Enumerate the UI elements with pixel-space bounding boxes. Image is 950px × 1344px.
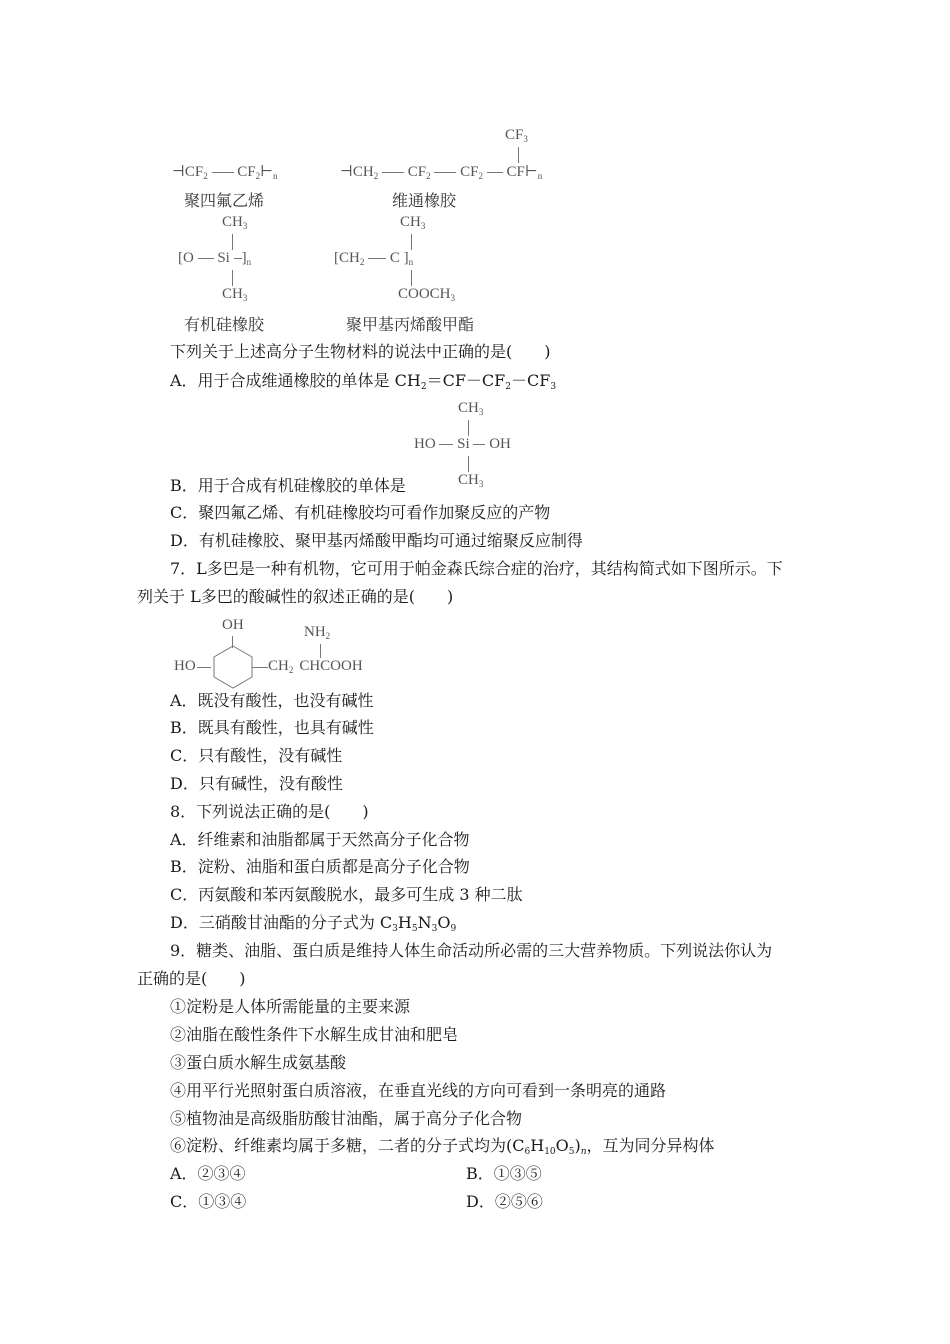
subscript-n: n: [580, 1147, 587, 1157]
q6-option-a: [170, 371, 556, 397]
subscript: 2: [420, 382, 427, 392]
atom-group: HO: [414, 436, 436, 452]
silicone-caption: 有机硅橡胶: [184, 315, 265, 334]
subscript: 3: [431, 924, 438, 934]
q7-option-a: A．既没有酸性，也没有碱性: [170, 691, 374, 710]
atom-group: [CH: [334, 250, 360, 266]
subscript: 3: [478, 479, 484, 489]
q9-option-d: D．②⑤⑥: [466, 1192, 543, 1211]
monomer-formula: [414, 436, 511, 453]
subscript: 5: [411, 924, 418, 934]
pmma-top: [400, 214, 425, 231]
q9-statement-5: ⑤植物油是高级脂肪酸甘油酯，属于高分子化合物: [170, 1109, 523, 1128]
q6-option-c: C．聚四氟乙烯、有机硅橡胶均可看作加聚反应的产物: [170, 503, 551, 522]
q8-stem: 8．下列说法正确的是( ): [170, 802, 369, 821]
subscript: 3: [242, 293, 248, 303]
subscript-n: n: [246, 257, 252, 267]
subscript: 3: [392, 924, 398, 934]
atom-group: CH: [268, 658, 289, 674]
bond-vertical: [411, 270, 412, 286]
bond-vertical: [232, 234, 233, 250]
subscript: 3: [523, 134, 528, 144]
subscript: 2: [255, 171, 261, 181]
atom-group: CH: [222, 214, 243, 230]
subscript: 2: [288, 665, 294, 675]
statement-text: H: [530, 1136, 545, 1155]
q9-stem-line2: 正确的是( ): [137, 969, 246, 988]
q8-option-b: B．淀粉、油脂和蛋白质都是高分子化合物: [170, 857, 470, 876]
q7-option-d: D．只有碱性，没有酸性: [170, 774, 343, 793]
atom-group: NH: [304, 624, 326, 640]
atom-si: Si: [457, 436, 470, 452]
atom-group: CF: [505, 127, 524, 143]
option-text: D．三硝酸甘油酯的分子式为 C: [170, 913, 393, 932]
q9-statement-1: ①淀粉是人体所需能量的主要来源: [170, 997, 411, 1016]
statement-text: ，互为同分异构体: [586, 1136, 715, 1155]
q9-statement-3: ③蛋白质水解生成氨基酸: [170, 1053, 347, 1072]
subscript: 10: [544, 1147, 556, 1157]
bracket-right: ]: [403, 250, 409, 266]
q9-statement-2: ②油脂在酸性条件下水解生成甘油和肥皂: [170, 1025, 459, 1044]
subscript: 3: [478, 407, 484, 417]
subscript: 2: [505, 382, 512, 392]
atom-group: CF: [506, 164, 525, 180]
option-text: N: [417, 913, 432, 932]
atom-group: CH: [458, 472, 479, 488]
subscript: 2: [359, 257, 365, 267]
atom-group: CH: [400, 214, 421, 230]
atom-group: CH: [458, 400, 479, 416]
silicone-top: [222, 214, 247, 231]
bracket-left: ⊣: [172, 164, 185, 180]
option-text: ＝CF－CF: [426, 371, 506, 390]
pmma-formula: [334, 250, 413, 267]
q6-option-d: D．有机硅橡胶、聚甲基丙烯酸甲酯均可通过缩聚反应制得: [170, 531, 583, 550]
atom-group: CF: [460, 164, 479, 180]
ldopa-nh2: [304, 624, 330, 641]
atom-group: CF: [184, 164, 204, 180]
ptfe-caption: 聚四氟乙烯: [184, 191, 265, 210]
viton-formula: [340, 162, 542, 181]
q7-option-c: C．只有酸性，没有碱性: [170, 746, 343, 765]
bond-vertical: [468, 420, 469, 436]
subscript: 3: [420, 221, 426, 231]
pmma-bottom: [398, 286, 455, 303]
ldopa-oh-top: OH: [222, 617, 244, 633]
silicone-formula: [178, 250, 251, 267]
ptfe-formula: [172, 162, 278, 181]
atom-c: C: [389, 250, 400, 266]
subscript-n: n: [273, 171, 278, 181]
monomer-top: [458, 400, 483, 417]
bond-horizontal: [197, 667, 211, 668]
benzene-ring-icon: [210, 644, 256, 690]
subscript: 5: [568, 1147, 575, 1157]
q9-option-b: B．①③⑤: [466, 1164, 542, 1183]
bond-vertical: [232, 270, 233, 286]
q6-option-b: B．用于合成有机硅橡胶的单体是: [170, 476, 406, 495]
bracket-right: ⊢: [524, 164, 538, 180]
q6-stem: 下列关于上述高分子生物材料的说法中正确的是( ): [170, 342, 551, 361]
atom-group: OH: [489, 436, 511, 452]
atom-group: CH: [222, 286, 243, 302]
bracket-left: ⊣: [340, 164, 353, 180]
atom-group: [O: [178, 250, 194, 266]
subscript: 3: [242, 221, 248, 231]
bond-vertical: [320, 644, 321, 658]
q9-option-a: A．②③④: [170, 1164, 246, 1183]
bond-horizontal: [252, 667, 268, 668]
q7-stem-line1: 7．L多巴是一种有机物，它可用于帕金森氏综合症的治疗，其结构简式如下图所示。下: [170, 559, 783, 578]
subscript: 2: [426, 171, 431, 181]
option-text: H: [397, 913, 412, 932]
bond-vertical: [411, 234, 412, 250]
bond-vertical: [468, 456, 469, 472]
subscript: 3: [450, 293, 456, 303]
subscript-n: n: [537, 171, 543, 181]
atom-group: CHCOOH: [299, 658, 363, 674]
bracket-right: ⊢: [260, 164, 274, 180]
subscript: 2: [478, 171, 483, 181]
option-text: －CF: [511, 371, 551, 390]
q7-option-b: B．既具有酸性，也具有碱性: [170, 718, 374, 737]
atom-si: Si: [217, 250, 230, 266]
ldopa-ho: HO: [174, 658, 196, 674]
monomer-bottom: [458, 472, 483, 489]
option-text: A．用于合成维通橡胶的单体是 CH: [170, 371, 421, 390]
subscript: 9: [450, 924, 457, 934]
subscript: 2: [203, 171, 208, 181]
subscript: 6: [524, 1147, 531, 1157]
q7-stem-line2: 列关于 L多巴的酸碱性的叙述正确的是( ): [137, 587, 454, 606]
q9-statement-4: ④用平行光照射蛋白质溶液，在垂直光线的方向可看到一条明亮的通路: [170, 1081, 667, 1100]
subscript: 2: [325, 631, 331, 641]
subscript: 3: [550, 382, 557, 392]
subscript: 2: [373, 171, 379, 181]
q8-option-d: [170, 913, 456, 939]
atom-group: CH: [352, 164, 374, 180]
q8-option-a: A．纤维素和油脂都属于天然高分子化合物: [170, 830, 470, 849]
option-text: O: [437, 913, 451, 932]
pmma-caption: 聚甲基丙烯酸甲酯: [346, 315, 475, 334]
viton-top: [505, 127, 528, 144]
statement-text: ⑥淀粉、纤维素均属于多糖，二者的分子式均为(C: [170, 1136, 525, 1155]
statement-text: ): [574, 1136, 581, 1155]
silicone-bottom: [222, 286, 247, 303]
viton-caption: 维通橡胶: [392, 191, 457, 210]
bracket-right: ]: [241, 250, 247, 266]
atom-group: CF: [407, 164, 427, 180]
subscript-n: n: [408, 257, 414, 267]
bond-vertical: [518, 147, 519, 163]
statement-text: O: [555, 1136, 569, 1155]
q9-stem-line1: 9．糖类、油脂、蛋白质是维持人体生命活动所必需的三大营养物质。下列说法你认为: [170, 941, 773, 960]
ldopa-chain: [268, 658, 363, 675]
atom-group: COOCH: [398, 286, 451, 302]
q9-option-c: C．①③④: [170, 1192, 247, 1211]
q8-option-c: C．丙氨酸和苯丙氨酸脱水，最多可生成 3 种二肽: [170, 885, 523, 904]
atom-group: CF: [237, 164, 256, 180]
q9-statement-6: [170, 1136, 715, 1162]
